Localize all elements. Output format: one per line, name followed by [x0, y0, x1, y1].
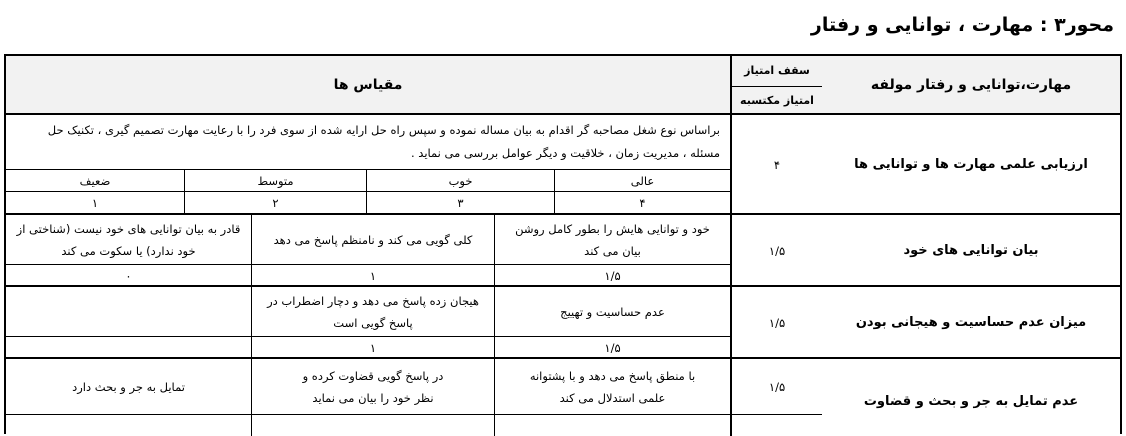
- level-score: ۱: [6, 191, 184, 214]
- level-score: ۰: [6, 264, 251, 286]
- level-description: هیجان زده پاسخ می دهد و دچار اضطراب در پاسخ گویی است: [251, 285, 494, 336]
- earned-score-empty: [730, 414, 822, 436]
- evaluation-table: [4, 54, 1122, 434]
- level-description: با منطق پاسخ می دهد و با پشتوانه علمی استدلال می کند: [494, 357, 730, 414]
- level-label: متوسط: [184, 169, 366, 191]
- level-description: خود و توانایی هایش را بطور کامل روشن بیان می کند: [494, 213, 730, 264]
- level-score: ۴: [554, 191, 730, 214]
- component-cell: ارزیابی علمی مهارت ها و توانایی ها: [822, 113, 1120, 214]
- header-component: مهارت،توانایی و رفتار مولفه: [822, 56, 1120, 114]
- level-score-empty: [494, 414, 730, 436]
- component-cell: بیان توانایی های خود: [822, 213, 1120, 286]
- measure-description: براساس نوع شغل مصاحبه گر اقدام به بیان مساله نموده و سپس راه حل ارایه شده از سوی فرد را با رعایت مهارت تصمیم گیری ، تکنیک حل مسئله ، مدیریت زمان ، خلاقیت و دیگر عوامل بررسی می نماید .: [6, 113, 730, 169]
- level-score: ۱: [251, 336, 494, 358]
- max-score-cell: ۱/۵: [730, 285, 822, 358]
- level-score-empty: [251, 414, 494, 436]
- header-earned-score: امتیاز مکتسبه: [730, 86, 822, 114]
- level-description: قادر به بیان توانایی های خود نیست (شناختی از خود ندارد) یا سکوت می کند: [6, 213, 251, 264]
- level-description: در پاسخ گویی قضاوت کرده و نظر خود را بیان می نماید: [251, 357, 494, 414]
- level-score: ۳: [366, 191, 554, 214]
- level-score: [6, 336, 251, 358]
- level-description: [6, 285, 251, 336]
- level-score: ۱/۵: [494, 264, 730, 286]
- level-label: خوب: [366, 169, 554, 191]
- max-score-cell: ۱/۵: [730, 357, 822, 414]
- level-label: عالی: [554, 169, 730, 191]
- section-title: محور۳ : مهارت ، توانایی و رفتار: [810, 14, 1114, 36]
- max-score-cell: ۴: [730, 113, 822, 214]
- level-score-empty: [6, 414, 251, 436]
- header-measures: مقیاس ها: [6, 56, 730, 114]
- level-score: ۲: [184, 191, 366, 214]
- level-description: تمایل به جر و بحث دارد: [6, 357, 251, 414]
- level-label: ضعیف: [6, 169, 184, 191]
- component-cell: میزان عدم حساسیت و هیجانی بودن: [822, 285, 1120, 358]
- header-max-score: سقف امتیاز: [730, 56, 822, 86]
- level-score: ۱: [251, 264, 494, 286]
- max-score-cell: ۱/۵: [730, 213, 822, 286]
- level-description: کلی گویی می کند و نامنظم پاسخ می دهد: [251, 213, 494, 264]
- level-score: ۱/۵: [494, 336, 730, 358]
- component-cell: عدم تمایل به جر و بحث و قضاوت: [822, 357, 1120, 436]
- level-description: عدم حساسیت و تهییج: [494, 285, 730, 336]
